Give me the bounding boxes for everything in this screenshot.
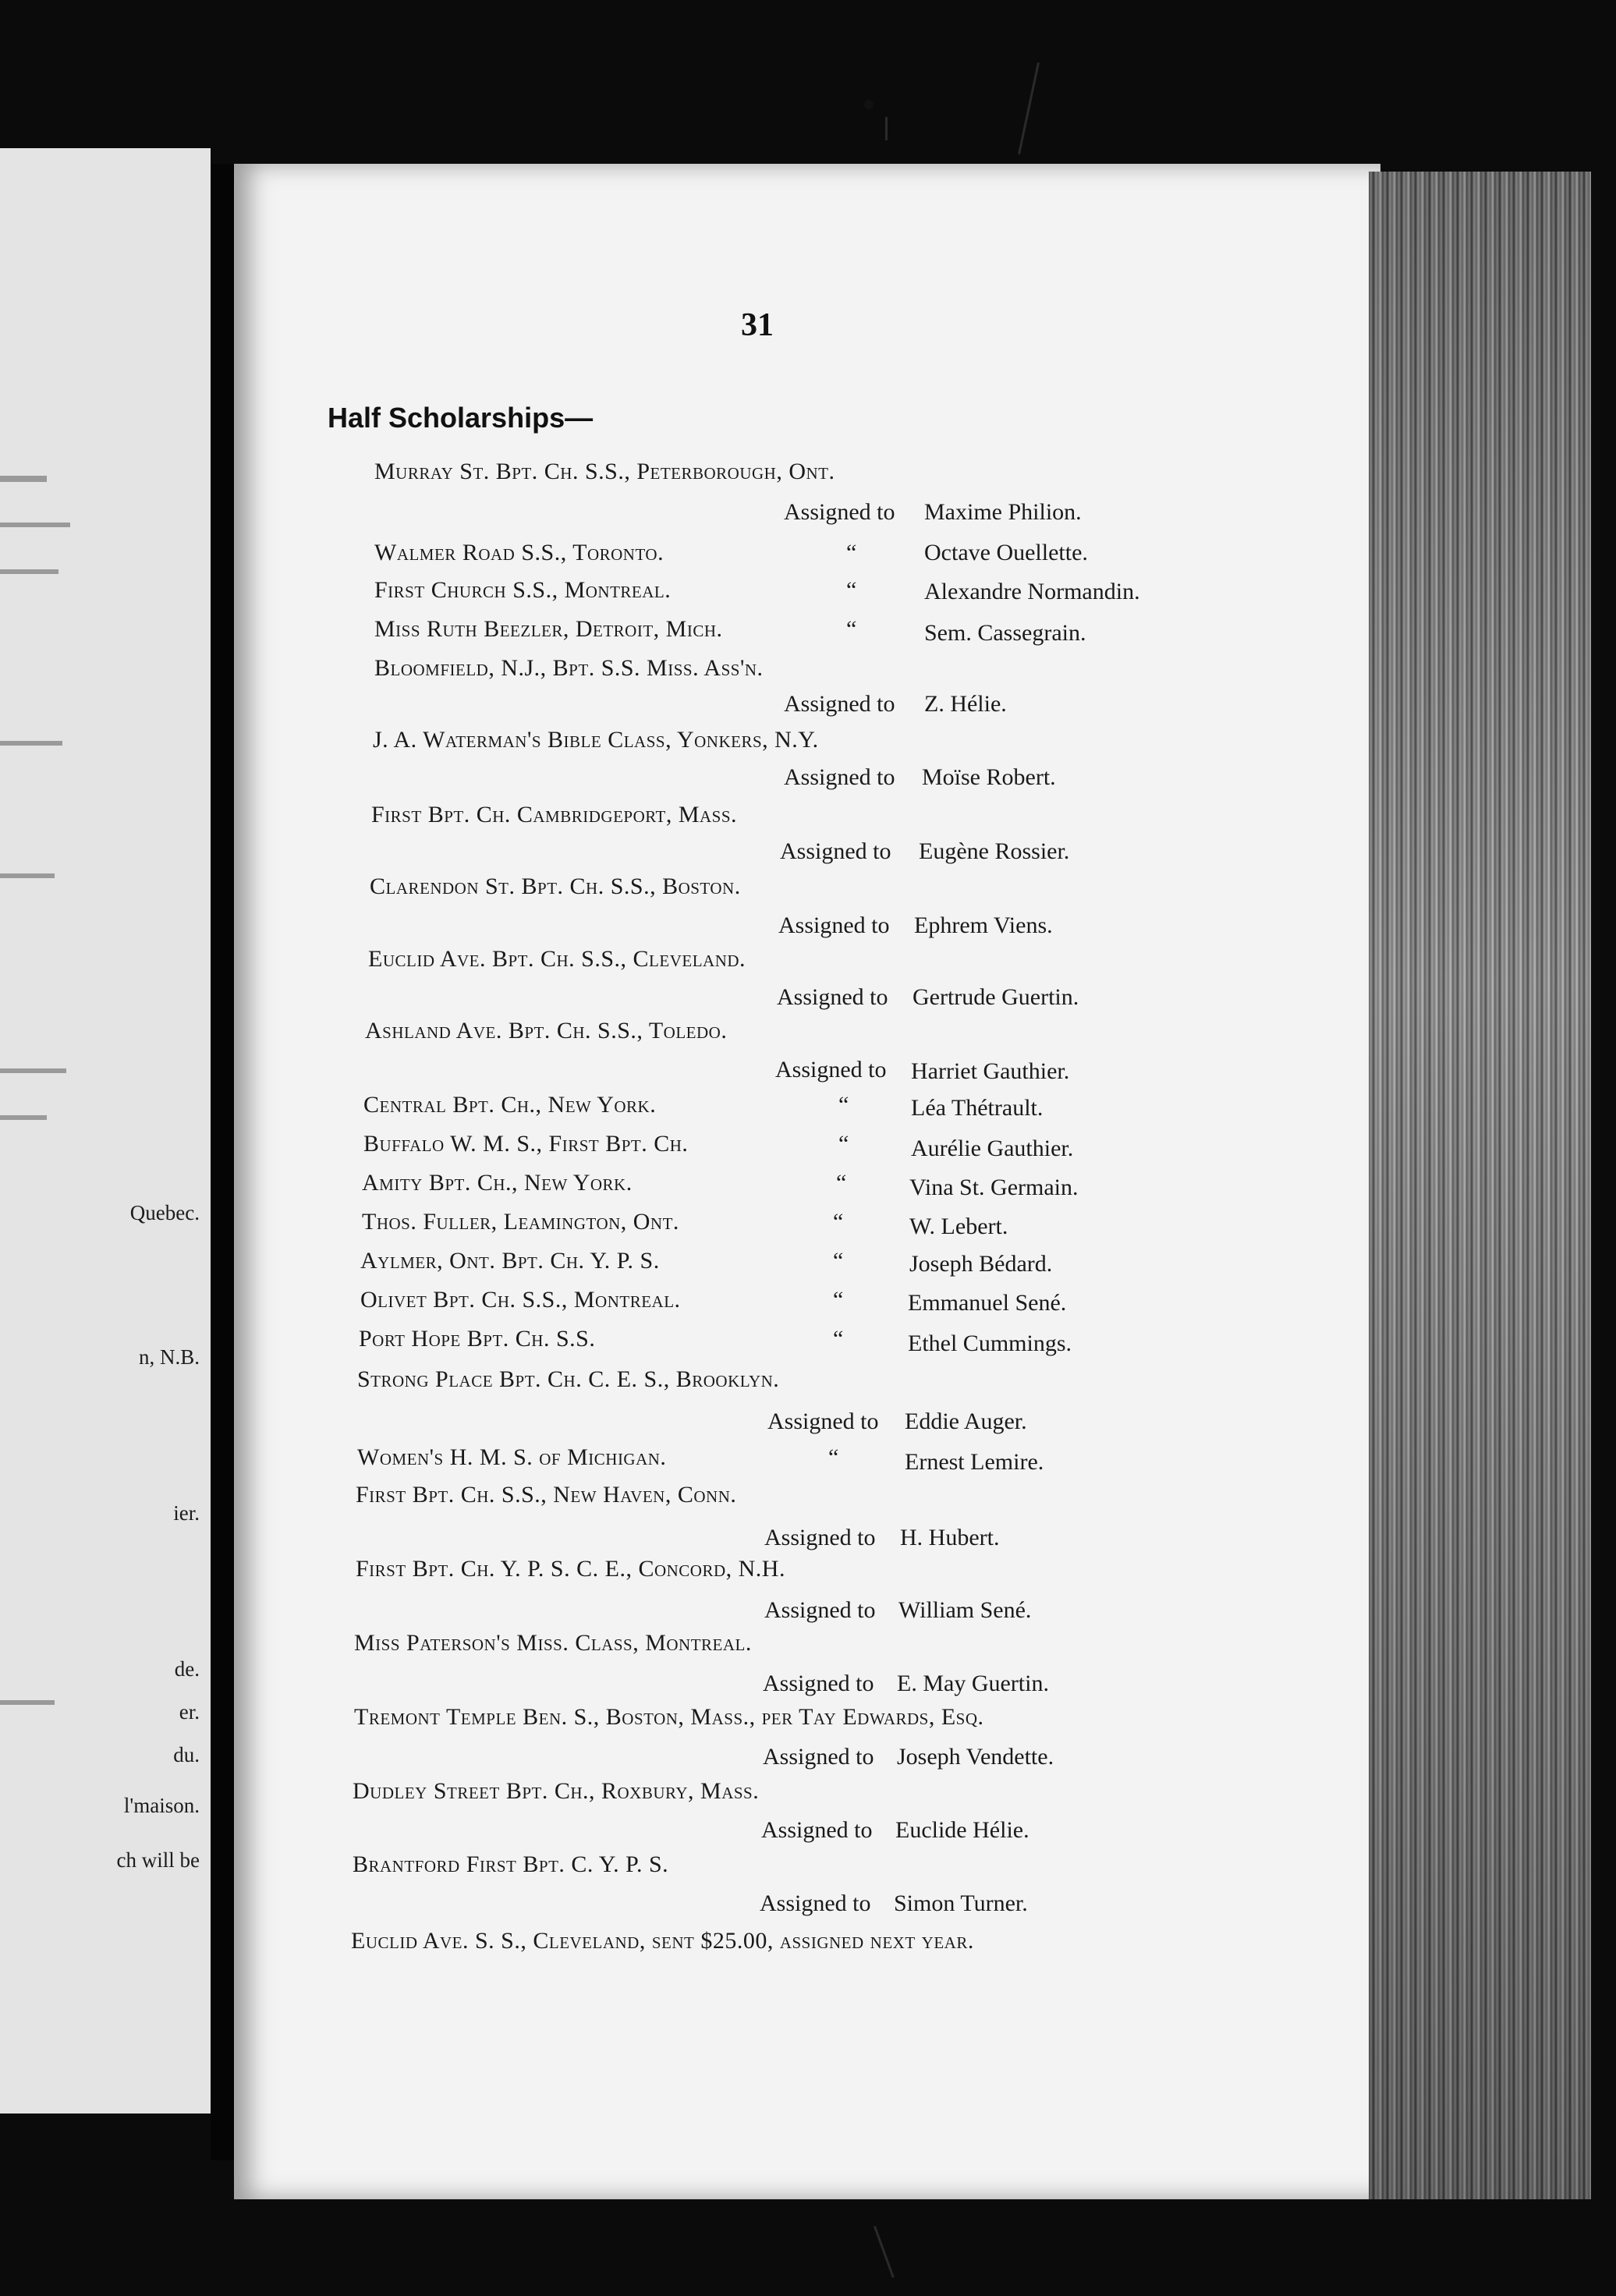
page-block-shade — [1369, 172, 1591, 2199]
recipient-name: William Sené. — [898, 1597, 1032, 1623]
assigned-label: Assigned to — [775, 1057, 887, 1082]
recipient-name: Simon Turner. — [894, 1890, 1028, 1916]
ditto-mark: “ — [833, 1209, 844, 1235]
donor-line: Miss Ruth Beezler, Detroit, Mich. — [374, 616, 723, 642]
recipient-name: Eugène Rossier. — [919, 838, 1070, 864]
donor-line: First Bpt. Ch. S.S., New Haven, Conn. — [356, 1482, 737, 1508]
ditto-mark: “ — [833, 1326, 844, 1352]
recipient-name: E. May Guertin. — [897, 1671, 1049, 1696]
film-scratch — [1018, 62, 1040, 154]
ditto-mark: “ — [846, 577, 857, 603]
donor-line: First Bpt. Ch. Cambridgeport, Mass. — [371, 802, 738, 827]
donor-line: First Bpt. Ch. Y. P. S. C. E., Concord, N.H. — [356, 1556, 785, 1582]
recipient-name: Emmanuel Sené. — [908, 1290, 1067, 1316]
donor-line: First Church S.S., Montreal. — [374, 577, 672, 603]
recipient-name: Eddie Auger. — [905, 1408, 1027, 1434]
donor-line: Aylmer, Ont. Bpt. Ch. Y. P. S. — [360, 1248, 660, 1274]
recipient-name: Alexandre Normandin. — [924, 579, 1140, 604]
donor-line: Dudley Street Bpt. Ch., Roxbury, Mass. — [353, 1778, 760, 1804]
left-page-fragment: ier. — [173, 1501, 200, 1525]
donor-line: Central Bpt. Ch., New York. — [363, 1092, 657, 1118]
recipient-name: Harriet Gauthier. — [911, 1058, 1070, 1084]
assigned-label: Assigned to — [760, 1890, 871, 1916]
assigned-label: Assigned to — [767, 1408, 879, 1434]
left-page-text-smudge — [0, 1700, 55, 1705]
recipient-name: Maxime Philion. — [924, 499, 1082, 525]
recipient-name: Aurélie Gauthier. — [911, 1136, 1074, 1161]
assigned-label: Assigned to — [763, 1671, 874, 1696]
donor-line: J. A. Waterman's Bible Class, Yonkers, N.Y. — [373, 727, 819, 753]
recipient-name: Ephrem Viens. — [914, 912, 1053, 938]
recipient-name: Gertrude Guertin. — [913, 984, 1079, 1010]
left-page-fragment: n, N.B. — [138, 1345, 200, 1369]
assigned-label: Assigned to — [764, 1525, 876, 1550]
section-heading: Half Scholarships— — [328, 402, 594, 434]
left-page-fragment: de. — [174, 1657, 200, 1681]
recipient-name: Joseph Bédard. — [909, 1251, 1053, 1277]
donor-line: Brantford First Bpt. C. Y. P. S. — [353, 1851, 669, 1877]
recipient-name: Ethel Cummings. — [908, 1330, 1072, 1356]
recipient-name: Moïse Robert. — [922, 764, 1056, 790]
recipient-name: Octave Ouellette. — [924, 540, 1088, 565]
ditto-mark: “ — [828, 1444, 839, 1470]
assigned-label: Assigned to — [780, 838, 891, 864]
ditto-mark: “ — [838, 1092, 849, 1118]
dust-speck — [864, 100, 874, 109]
recipient-name: H. Hubert. — [900, 1525, 1000, 1550]
ditto-mark: “ — [838, 1131, 849, 1157]
assigned-label: Assigned to — [784, 499, 895, 525]
ditto-mark: “ — [833, 1287, 844, 1313]
assigned-label: Assigned to — [764, 1597, 876, 1623]
left-page-text-smudge — [0, 1115, 47, 1120]
donor-line: Women's H. M. S. of Michigan. — [357, 1444, 667, 1470]
ditto-mark: “ — [846, 540, 857, 565]
recipient-name: Ernest Lemire. — [905, 1449, 1044, 1475]
donor-line: Strong Place Bpt. Ch. C. E. S., Brooklyn. — [357, 1366, 780, 1392]
assigned-label: Assigned to — [778, 912, 890, 938]
recipient-name: W. Lebert. — [909, 1214, 1008, 1239]
page-number: 31 — [741, 307, 774, 343]
recipient-name: Vina St. Germain. — [909, 1175, 1079, 1200]
recipient-name: Sem. Cassegrain. — [924, 620, 1086, 646]
left-page-fragment: du. — [173, 1743, 200, 1766]
left-page-text-smudge — [0, 476, 47, 482]
donor-line: Euclid Ave. Bpt. Ch. S.S., Cleveland. — [368, 946, 746, 972]
recipient-name: Léa Thétrault. — [911, 1095, 1044, 1121]
left-page-text-smudge — [0, 569, 58, 574]
left-page-fragment: Quebec. — [129, 1201, 200, 1224]
donor-line: Tremont Temple Ben. S., Boston, Mass., per Tay Edwards, Esq. — [354, 1704, 984, 1730]
assigned-label: Assigned to — [784, 764, 895, 790]
left-facing-page — [0, 148, 211, 2114]
donor-line: Clarendon St. Bpt. Ch. S.S., Boston. — [370, 873, 741, 899]
left-page-text-smudge — [0, 741, 62, 746]
assigned-label: Assigned to — [777, 984, 888, 1010]
recipient-name: Euclide Hélie. — [895, 1817, 1029, 1843]
left-page-text-smudge — [0, 873, 55, 878]
donor-line: Thos. Fuller, Leamington, Ont. — [362, 1209, 679, 1235]
ditto-mark: “ — [833, 1248, 844, 1274]
left-page-fragment: ch will be — [116, 1848, 200, 1872]
assigned-label: Assigned to — [763, 1744, 874, 1770]
left-page-fragment: l'maison. — [123, 1794, 200, 1817]
assigned-label: Assigned to — [784, 691, 895, 717]
donor-line: Buffalo W. M. S., First Bpt. Ch. — [363, 1131, 689, 1157]
donor-line: Walmer Road S.S., Toronto. — [374, 540, 664, 565]
donor-line: Olivet Bpt. Ch. S.S., Montreal. — [360, 1287, 681, 1313]
left-page-fragment: er. — [179, 1700, 200, 1724]
donor-line: Port Hope Bpt. Ch. S.S. — [359, 1326, 596, 1352]
film-scratch — [874, 2226, 895, 2278]
ditto-mark: “ — [836, 1170, 847, 1196]
final-note-line: Euclid Ave. S. S., Cleveland, sent $25.00, assigned next year. — [351, 1928, 974, 1954]
donor-line: Bloomfield, N.J., Bpt. S.S. Miss. Ass'n. — [374, 655, 764, 681]
donor-line: Murray St. Bpt. Ch. S.S., Peterborough, Ont. — [374, 459, 835, 484]
recipient-name: Z. Hélie. — [924, 691, 1007, 717]
film-scratch — [885, 117, 888, 140]
donor-line: Ashland Ave. Bpt. Ch. S.S., Toledo. — [365, 1018, 728, 1043]
donor-line: Amity Bpt. Ch., New York. — [362, 1170, 633, 1196]
donor-line: Miss Paterson's Miss. Class, Montreal. — [354, 1630, 752, 1656]
left-page-text-smudge — [0, 523, 70, 527]
ditto-mark: “ — [846, 616, 857, 642]
assigned-label: Assigned to — [761, 1817, 873, 1843]
left-page-text-smudge — [0, 1068, 66, 1073]
recipient-name: Joseph Vendette. — [897, 1744, 1054, 1770]
